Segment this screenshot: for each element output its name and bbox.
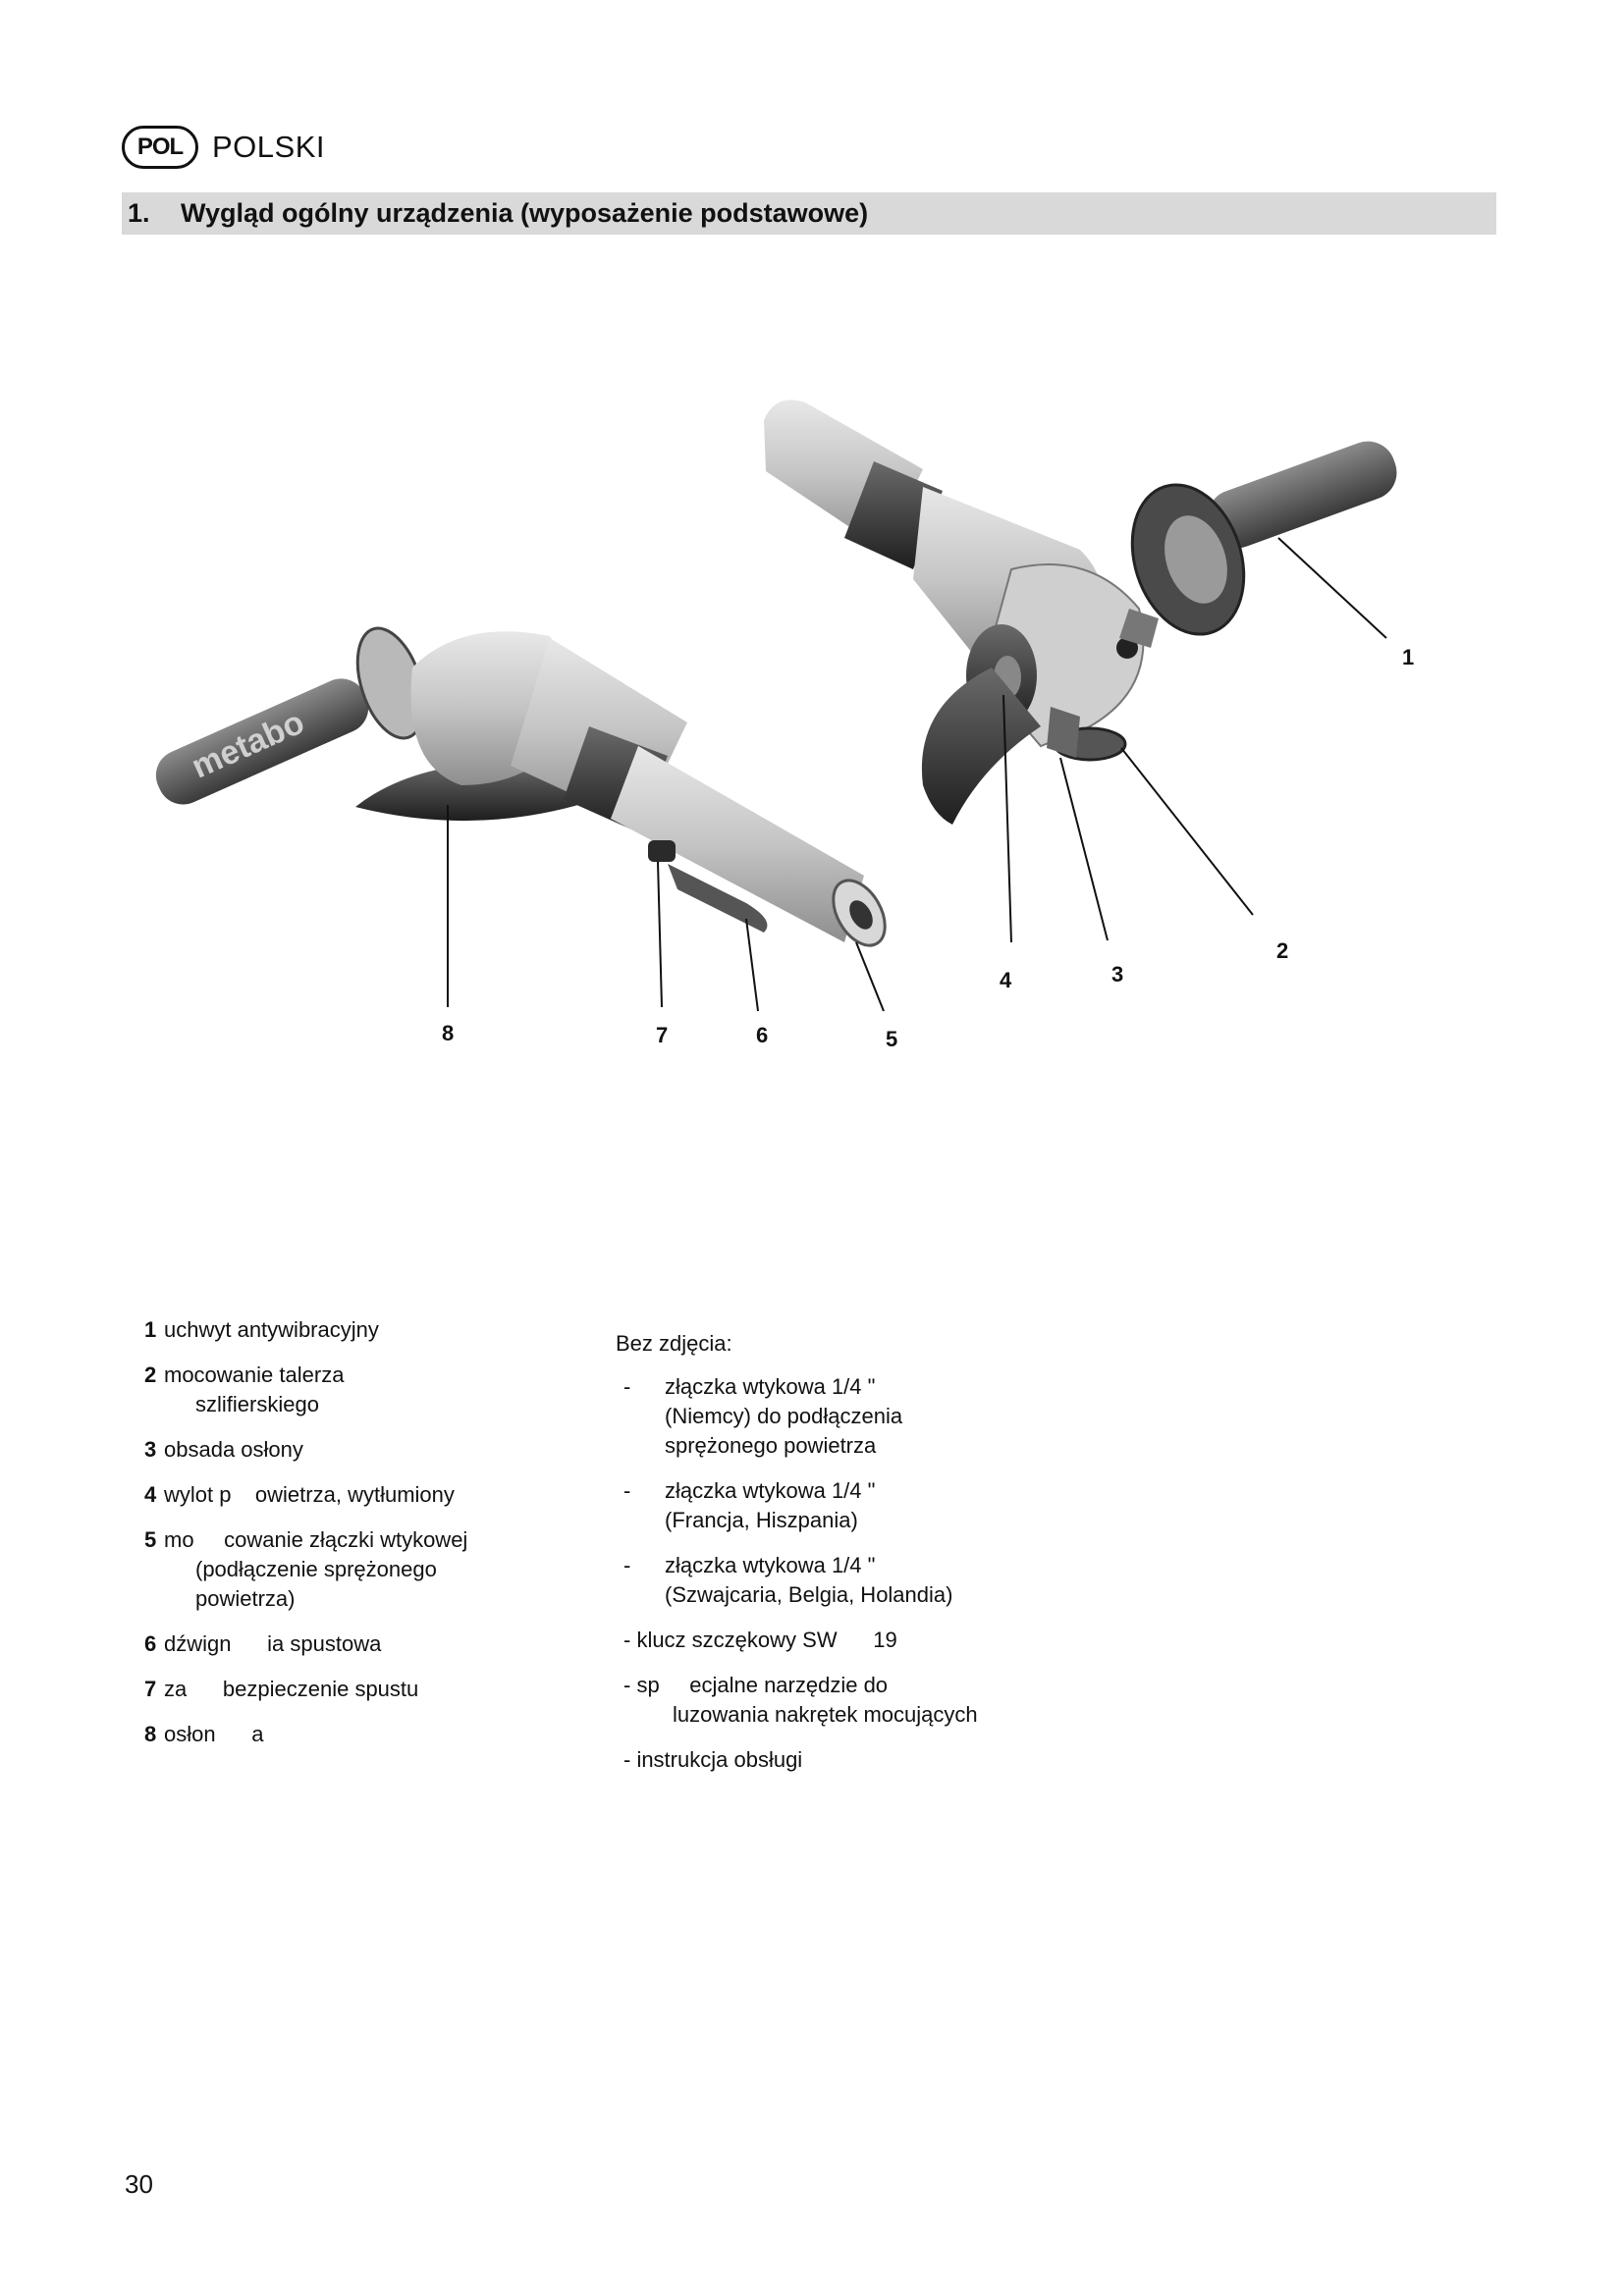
- legend-item: 5 mo cowanie złączki wtykowej (podłączenie sprężonego powietrza): [144, 1527, 468, 1611]
- language-label: POLSKI: [212, 130, 325, 164]
- extras-item: - sp ecjalne narzędzie do luzowania nakrętek mocujących: [623, 1673, 978, 1727]
- grinder-right-view: [764, 400, 1404, 825]
- leader-5: [856, 942, 884, 1011]
- section-number: 1.: [128, 198, 150, 228]
- tool-illustration: [0, 0, 1624, 1099]
- extras-item: - złączka wtykowa 1/4 " (Szwajcaria, Belgia, Holandia): [623, 1553, 953, 1607]
- language-badge: POL: [122, 126, 198, 169]
- callout-2: 2: [1276, 938, 1289, 963]
- leader-7: [658, 862, 662, 1007]
- extras-legend: [616, 1329, 1126, 1790]
- legend-item: 4 wylot p owietrza, wytłumiony: [144, 1482, 455, 1507]
- page-number: 30: [125, 2169, 153, 2199]
- extras-item: - złączka wtykowa 1/4 " (Niemcy) do podłączenia sprężonego powietrza: [623, 1374, 903, 1458]
- legend-item: 2 mocowanie talerza szlifierskiego: [144, 1362, 345, 1416]
- handle-brand-left: metabo: [186, 703, 310, 786]
- section-title: Wygląd ogólny urządzenia (wyposażenie podstawowe): [181, 198, 869, 228]
- callout-1: 1: [1402, 645, 1415, 669]
- leader-1: [1278, 538, 1386, 638]
- legend-item: 6 dźwign ia spustowa: [144, 1631, 382, 1656]
- parts-legend: [144, 1315, 557, 1765]
- callout-8: 8: [442, 1021, 455, 1045]
- leader-2: [1121, 748, 1253, 915]
- callout-7: 7: [656, 1023, 669, 1047]
- legend-item: 1 uchwyt antywibracyjny: [144, 1317, 379, 1342]
- callout-5: 5: [886, 1027, 898, 1051]
- callout-6: 6: [756, 1023, 769, 1047]
- extras-heading: Bez zdjęcia:: [616, 1331, 732, 1356]
- extras-item: - złączka wtykowa 1/4 " (Francja, Hiszpania): [623, 1478, 876, 1532]
- extras-item: - klucz szczękowy SW 19: [623, 1628, 897, 1652]
- extras-item: - instrukcja obsługi: [623, 1747, 803, 1772]
- legend-item: 3 obsada osłony: [144, 1437, 303, 1462]
- callout-4: 4: [1000, 968, 1012, 992]
- legend-item: 7 za bezpieczenie spustu: [144, 1677, 419, 1701]
- leader-6: [746, 919, 758, 1011]
- leader-3: [1060, 758, 1108, 940]
- grinder-left-view: [148, 620, 895, 955]
- callout-3: 3: [1111, 962, 1124, 987]
- legend-item: 8 osłon a: [144, 1722, 264, 1746]
